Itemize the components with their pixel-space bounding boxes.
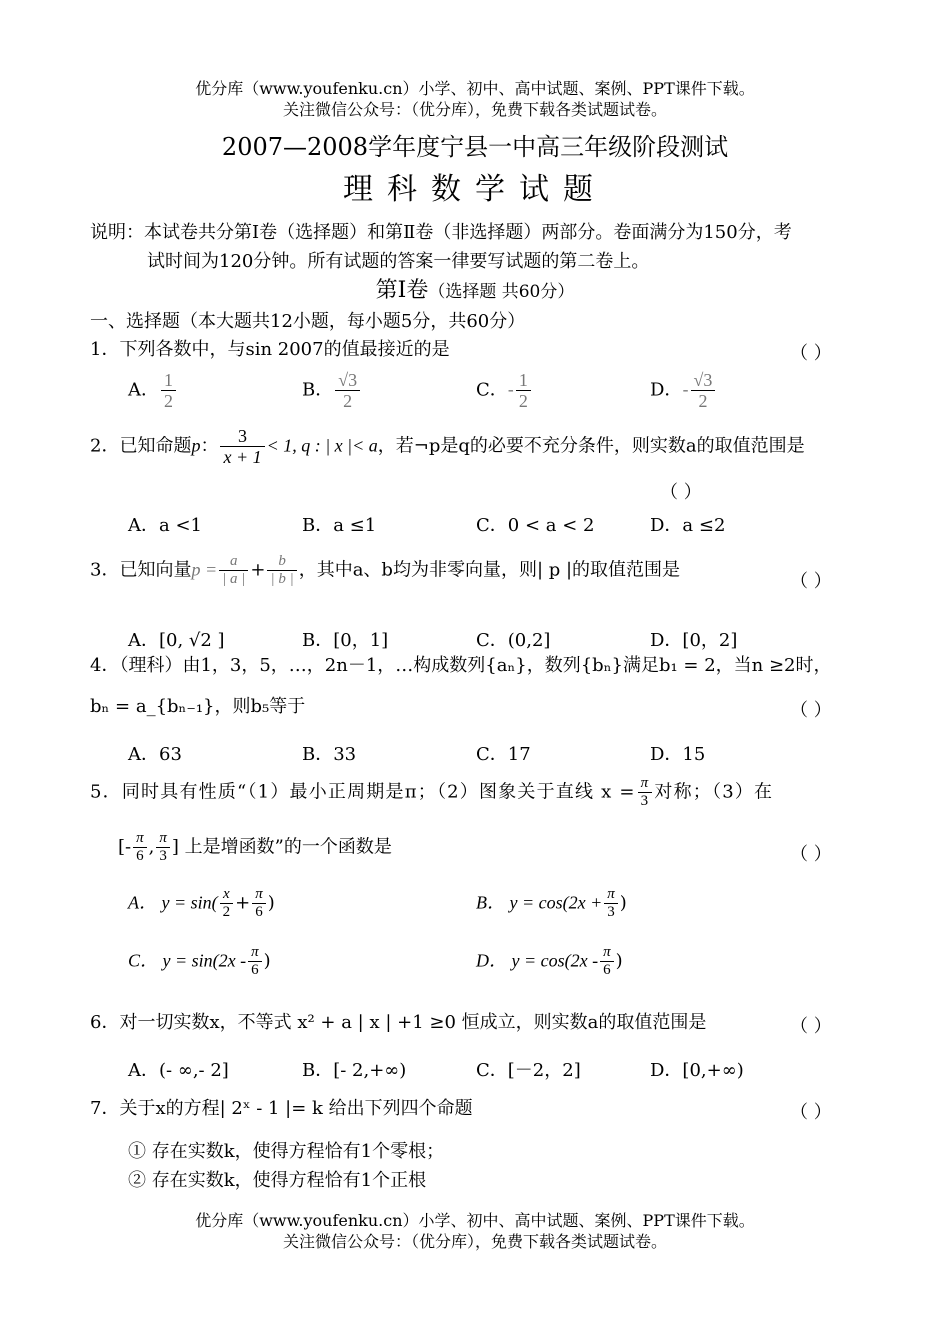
- q2-option-b: B．a ≤1: [302, 515, 377, 536]
- question-7: [90, 1098, 473, 1120]
- question-text-tail: 对称；（3）在: [654, 781, 774, 803]
- colon: ：: [200, 435, 219, 457]
- part-title-sub: （选择题 共60分）: [428, 282, 575, 302]
- question-number: 7．: [90, 1098, 120, 1119]
- question-1: [90, 339, 450, 361]
- paren-close: ): [263, 950, 271, 972]
- option-text: D． y = cos(2x -: [476, 950, 599, 971]
- q7-statement-2: ② 存在实数k，使得方程恰有1个正根: [128, 1170, 427, 1191]
- header-line-2: 关注微信公众号：（优分库），免费下载各类试题试卷。: [282, 100, 667, 119]
- numerator: π: [248, 944, 262, 962]
- denominator: | a |: [222, 571, 246, 587]
- bracket-open: [-: [118, 836, 132, 858]
- numerator: b: [267, 553, 296, 571]
- q7-statement-1: ① 存在实数k，使得方程恰有1个零根；: [128, 1141, 445, 1162]
- question-text: 已知向量: [119, 559, 192, 581]
- question-text: 同时具有性质“（1）最小正周期是π；（2）图象关于直线 x =: [121, 781, 636, 803]
- question-text: （理科）由1，3，5，…，2n－1，…构成数列{aₙ}，数列{bₙ}满足b₁ = 2，当n ≥2时，: [119, 655, 832, 676]
- q1-option-a: [128, 370, 178, 411]
- q3-option-b: B．[0，1]: [302, 630, 389, 651]
- numerator: 3: [220, 426, 264, 447]
- q6-option-b: B．[- 2,+∞): [302, 1060, 407, 1081]
- answer-paren: （ ）: [660, 482, 702, 503]
- instructions-line-2: 试时间为120分钟。所有试题的答案一律要写试题的第二卷上。: [147, 251, 650, 272]
- numerator: π: [604, 886, 618, 904]
- numerator: π: [638, 775, 653, 793]
- q5-option-c: [128, 944, 271, 979]
- paren-close: ): [619, 892, 627, 914]
- q2-option-a: A．a <1: [128, 515, 202, 536]
- question-text: ] 上是增函数”的一个函数是: [171, 836, 392, 858]
- denominator: 2: [698, 391, 708, 411]
- question-text: 已知命题: [119, 435, 192, 457]
- q6-option-c: C．[－2，2]: [476, 1060, 581, 1081]
- question-text: 关于x的方程| 2ˣ - 1 |= k 给出下列四个命题: [119, 1098, 473, 1119]
- paren-close: ): [615, 950, 623, 972]
- question-text: 对一切实数x，不等式 x² + a | x | +1 ≥0 恒成立，则实数a的取值范围是: [119, 1012, 707, 1033]
- denominator: 3: [159, 848, 167, 864]
- numerator: √3: [335, 370, 360, 391]
- denominator: 3: [640, 793, 650, 809]
- question-number: 6．: [90, 1012, 120, 1033]
- q1-option-d: [650, 370, 717, 411]
- question-3: [90, 553, 680, 588]
- denominator: 6: [136, 848, 144, 864]
- numerator: π: [600, 944, 614, 962]
- question-6: [90, 1012, 706, 1034]
- expr-p: p =: [191, 559, 218, 580]
- answer-paren: （ ）: [790, 1102, 832, 1123]
- numerator: √3: [691, 370, 716, 391]
- denominator: x + 1: [223, 447, 262, 467]
- numerator: π: [252, 886, 266, 904]
- plus-sign: +: [235, 892, 251, 914]
- q3-option-a: A．[0, √2 ]: [128, 630, 225, 651]
- q1-option-c: [476, 370, 533, 411]
- numerator: π: [133, 830, 147, 848]
- part-title: [0, 280, 950, 303]
- denominator: 2: [222, 904, 231, 920]
- answer-paren: （ ）: [790, 700, 832, 721]
- question-number: 3．: [90, 559, 120, 581]
- question-4: [90, 655, 832, 677]
- footer-line-2: 关注微信公众号：（优分库），免费下载各类试题试卷。: [282, 1232, 667, 1251]
- denominator: 3: [607, 904, 615, 920]
- question-2: [90, 426, 805, 467]
- q4-option-c: C．17: [476, 744, 531, 765]
- condition: < 1, q : | x |< a: [266, 435, 378, 456]
- answer-paren: （ ）: [790, 343, 832, 364]
- q4-option-a: A．63: [128, 744, 182, 765]
- numerator: 1: [161, 370, 176, 391]
- part-title-main: 第Ⅰ卷: [375, 278, 429, 303]
- option-label: A．: [128, 379, 159, 401]
- option-label: D．: [650, 379, 683, 401]
- question-4-line-2: bₙ = a_{bₙ₋₁}，则b₅等于: [90, 696, 306, 717]
- denominator: 2: [343, 391, 353, 411]
- denominator: 2: [518, 391, 528, 411]
- q4-option-d: D．15: [650, 744, 706, 765]
- numerator: π: [156, 830, 170, 848]
- plus-sign: +: [250, 559, 266, 581]
- section-heading: 一、选择题（本大题共12小题，每小题5分，共60分）: [90, 311, 526, 332]
- paren-close: ): [267, 892, 275, 914]
- q6-option-d: D．[0,+∞): [650, 1060, 744, 1081]
- question-number: 5．: [90, 781, 122, 803]
- q4-option-b: B．33: [302, 744, 357, 765]
- question-number: 2．: [90, 435, 120, 457]
- instructions-line-1: 说明：本试卷共分第Ⅰ卷（选择题）和第Ⅱ卷（非选择题）两部分。卷面满分为150分，考: [90, 222, 792, 243]
- denominator: | b |: [270, 571, 294, 587]
- var-p: p: [191, 435, 201, 456]
- question-text-tail: ，其中a、b均为非零向量，则| p |的取值范围是: [298, 559, 681, 581]
- option-label: C．: [476, 379, 508, 401]
- header-line-1: 优分库（www.youfenku.cn）小学、初中、高中试题、案例、PPT课件下载。: [195, 79, 755, 98]
- minus-sign: -: [507, 379, 514, 401]
- q3-option-c: C．(0,2]: [476, 630, 551, 651]
- question-5-line-2: [- $\frac{\pi}{6}$ , $\frac{\pi}{3}$ ] 上是增函数”的一个函数是: [118, 830, 392, 864]
- option-text: C． y = sin(2x -: [128, 950, 247, 971]
- q6-option-a: A．(- ∞,- 2]: [128, 1060, 229, 1081]
- option-text: B． y = cos(2x +: [476, 892, 603, 913]
- q2-option-c: C．0 < a < 2: [476, 515, 595, 536]
- minus-sign: -: [682, 379, 689, 401]
- numerator: 1: [516, 370, 531, 391]
- question-text-tail: ，若¬p是q的必要不充分条件，则实数a的取值范围是: [377, 435, 805, 457]
- footer-line-1: 优分库（www.youfenku.cn）小学、初中、高中试题、案例、PPT课件下载。: [195, 1211, 755, 1230]
- question-number: 4．: [90, 655, 120, 676]
- question-text: 下列各数中，与sin 2007的值最接近的是: [119, 339, 450, 360]
- answer-paren: （ ）: [790, 844, 832, 865]
- exam-title: 2007—2008学年度宁县一中高三年级阶段测试: [221, 133, 729, 161]
- numerator: x: [220, 886, 234, 904]
- q2-option-d: D．a ≤2: [650, 515, 726, 536]
- option-label: B．: [302, 379, 334, 401]
- q5-option-d: [476, 944, 623, 979]
- q5-option-a: [128, 886, 275, 921]
- denominator: 6: [255, 904, 263, 920]
- option-text: A． y = sin(: [128, 892, 218, 913]
- denominator: 2: [164, 391, 173, 411]
- question-number: 1．: [90, 339, 120, 360]
- question-5: [90, 775, 773, 810]
- numerator: a: [219, 553, 248, 571]
- denominator: 6: [251, 962, 259, 978]
- answer-paren: （ ）: [790, 1016, 832, 1037]
- q3-option-d: D．[0，2]: [650, 630, 738, 651]
- denominator: 6: [603, 962, 611, 978]
- answer-paren: （ ）: [790, 571, 832, 592]
- subject-title: 理科数学试题: [343, 172, 607, 207]
- q1-option-b: [302, 370, 362, 411]
- q5-option-b: [476, 886, 627, 921]
